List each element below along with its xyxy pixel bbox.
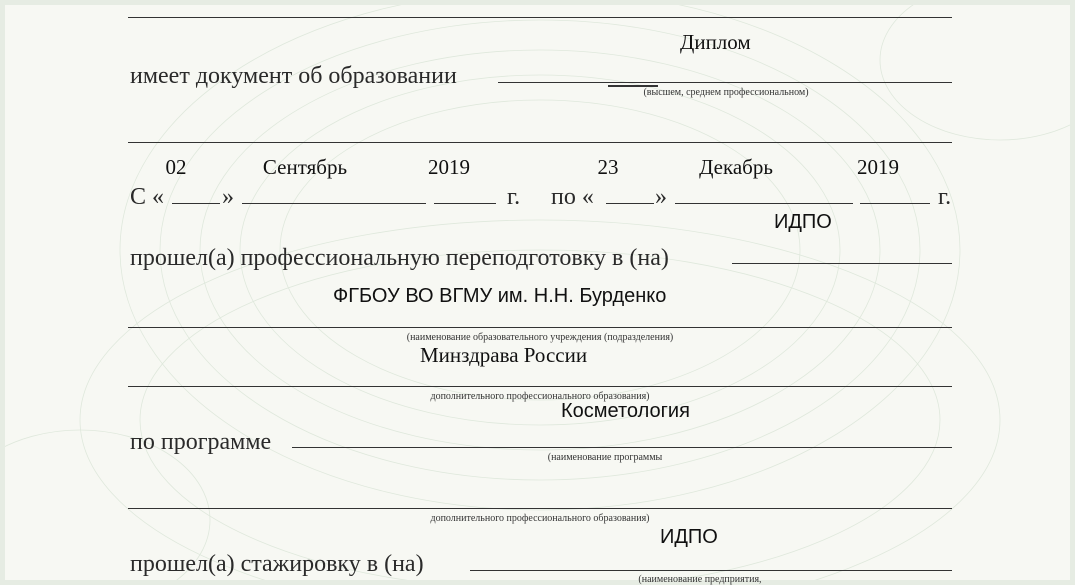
retraining-line-1 [732,263,952,264]
from-month-line [242,203,426,204]
education-line [498,82,952,83]
internship-label: прошел(а) стажировку в (на) [130,551,424,577]
education-value: Диплом [680,30,751,54]
rule-2 [128,142,952,143]
retraining-value-2: ФГБОУ ВО ВГМУ им. Н.Н. Бурденко [333,285,667,307]
to-month: Декабрь [699,155,773,179]
program-label: по программе [130,429,272,455]
retraining-label: прошел(а) профессиональную переподготовку в (на) [130,245,669,271]
from-month: Сентябрь [262,155,348,179]
year-suffix-2: г. [938,184,952,210]
program-value: Косметология [561,400,690,422]
internship-value: ИДПО [660,526,718,548]
retraining-value-1: ИДПО [774,211,832,233]
from-prefix: С « [130,184,165,210]
from-year: 2019 [428,155,470,179]
to-year: 2019 [857,155,899,179]
retraining-value-3: Минздрава России [420,343,588,367]
program-caption-2: дополнительного профессионального образования) [430,513,650,524]
retraining-caption-1: (наименование образовательного учреждения (подразделения) [406,332,674,343]
retraining-line-3 [128,386,952,387]
to-day: 23 [597,155,619,179]
education-label: имеет документ об образовании [130,63,457,89]
from-suffix: » [222,184,234,210]
retraining-caption-2: дополнительного профессионального образования) [430,391,650,402]
from-day-line [172,203,220,204]
from-year-line [434,203,496,204]
retraining-line-2 [128,327,952,328]
to-month-line [675,203,853,204]
education-caption: (высшем, среднем профессиональном) [643,87,809,98]
to-day-line [606,203,654,204]
program-line-2 [128,508,952,509]
program-caption-1: (наименование программы [547,452,663,463]
to-prefix: по « [551,184,594,210]
from-day: 02 [165,155,187,179]
program-line-1 [292,447,952,448]
to-suffix: » [655,184,667,210]
to-year-line [860,203,930,204]
year-suffix-1: г. [507,184,521,210]
internship-caption: (наименование предприятия, [638,574,762,585]
internship-line [470,570,952,571]
top-rule [128,17,952,18]
